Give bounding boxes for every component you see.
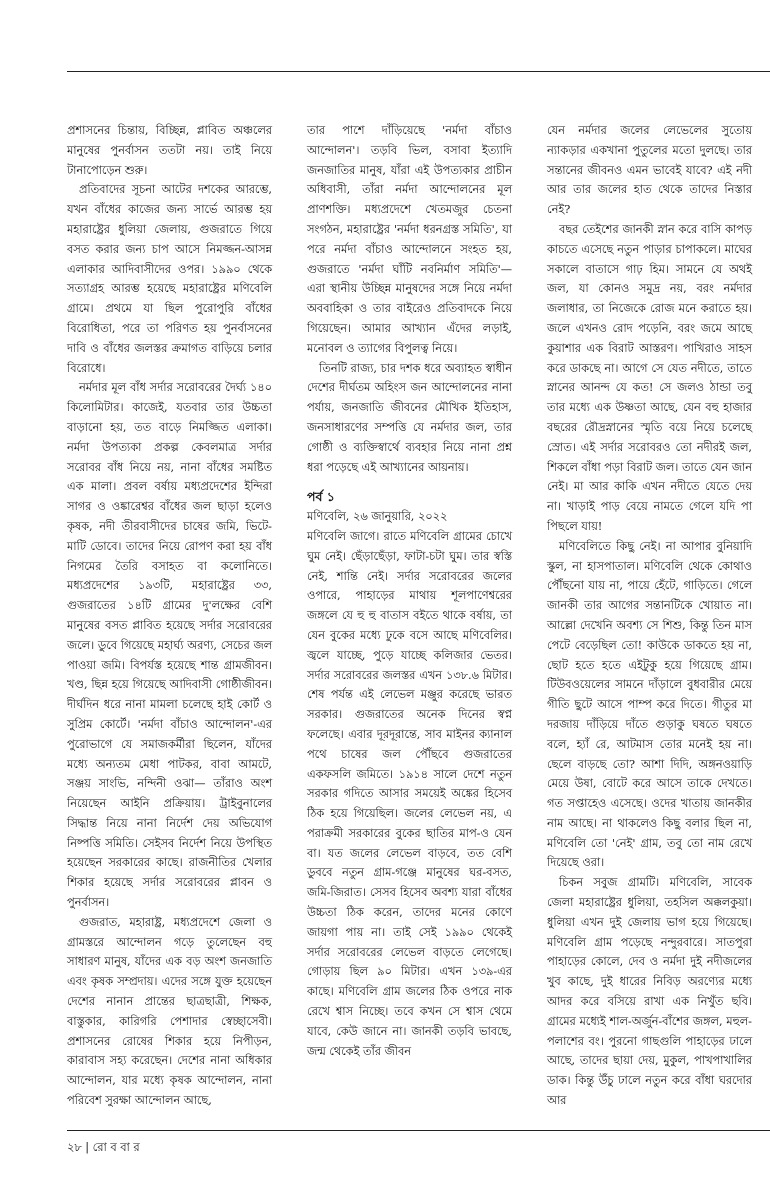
paragraph: যেন নর্মদার জলের লেভেলের সুতোয় ন্যাকড়ার একখানা পুতুলের মতো দুলছে। তার সন্তানের জীবনও এমন ভাবেই যাবে? এই নদী আর তার জলের হাত থেকে তাদের নিস্তার নেই?: [547, 124, 752, 217]
bottom-rule: [67, 1130, 770, 1131]
paragraph: চিকন সবুজ গ্রামটি। মণিবেলি, সাবেক জেলা মহারাষ্ট্রের ধুলিয়া, তহসিল অক্কলকুয়া। ধুলিয়া এখন দুই জেলায় ভাগ হয়ে গিয়েছে। মণিবেলি গ্রাম পড়েছে নন্দুরবারে। সাতপুরা পাহাড়ের কোলে, দেব ও নর্মদা দুই নদীজলের খুব কাছে, দুই ধারের নিবিড় অরণ্যের মধ্যে আদর করে বসিয়ে রাখা এক নিখুঁত ছবি। গ্রামের মধ্যেই শাল-অর্জুন-বাঁশের জঙ্গল, মহুল-পলাশের বং। পুরনো গাছগুলি পাহাড়ের ঢালে আছে, তাদের ছায়া দেয়, মুকুল, পাখপাখালির ডাক। কিন্তু উঁচু ঢালে নতুন করে বাঁধা ঘরদোর আর: [547, 876, 752, 1108]
top-rule: [67, 71, 770, 72]
paragraph: তার পাশে দাঁড়িয়েছে 'নর্মদা বাঁচাও আন্দোলন'। তড়বি ভিল, বসাবা ইত্যাদি জনজাতির মানুষ, যাঁরা এই উপত্যকার প্রাচীন অধিবাসী, তাঁরা নর্মদা আন্দোলনের মূল প্রাণশক্তি। মধ্যপ্রদেশে খেতমজুর চেতনা সংগঠন, মহারাষ্ট্রের 'নর্মদা ধরনগ্রস্ত সমিতি', যা পরে নর্মদা বাঁচাও আন্দোলনে সংহত হয়, গুজরাতে 'নর্মদা ঘাঁটি নবনির্মাণ সমিতি'— এরা স্থানীয় উচ্ছিন্ন মানুষদের সঙ্গে নিয়ে নর্মদা অববাহিকা ও তার বাইরেও প্রতিবাদকে নিয়ে গিয়েছেন। আমার আখ্যান এঁদের লড়াই, মনোবল ও ত্যাগের বিপুলত্ব নিয়ে।: [307, 124, 512, 355]
page-folio: ২৮ | রো ব বা র: [67, 1141, 140, 1154]
article-body: [67, 121, 752, 1121]
paragraph: নর্মদার মূল বাঁধ সর্দার সরোবরের দৈর্ঘ্য ১৪০ কিলোমিটার। কাজেই, যতবার তার উচ্চতা বাড়ানো হয়, তত বাড়ে নিমজ্জিত এলাকা। নর্মদা উপত্যকা প্রকল্প কেবলমাত্র সর্দার সরোবর বাঁধ নিয়ে নয়, নানা বাঁধের সমষ্টিত এক মালা। প্রবল বর্ষায় মধ্যপ্রদেশের ইন্দিরা সাগর ও ওঙ্কারেশ্বর বাঁধের জল ছাড়া হলেও কৃষক, নদী তীরবাসীদের চাষের জমি, ভিটে-মাটি ডোবে। তাদের নিয়ে রোপণ করা হয় বাঁধ নিগমের তৈরি বসাহত বা কলোনিতে। মধ্যপ্রদেশের ১৯৩টি, মহারাষ্ট্রের ৩৩, গুজরাতের ১৪টি গ্রামের দু'লক্ষের বেশি মানুষের বসত প্লাবিত হয়েছে সর্দার সরোবরের জলে। ডুবে গিয়েছে মহার্ঘ্য অরণ্য, সেচের জল পাওয়া জমি। বিপর্যস্ত হয়েছে শান্ত গ্রামজীবন। খণ্ড, ছিন্ন হয়ে গিয়েছে আদিবাসী গোষ্ঠীজীবন। দীর্ঘদিন ধরে নানা মামলা চলেছে হাই কোর্ট ও সুপ্রিম কোর্টে। 'নর্মদা বাঁচাও আন্দোলন'-এর পুরোভাগে যে সমাজকর্মীরা ছিলেন, যাঁদের মধ্যে অন্যতম মেধা পাটকর, বাবা আমটে, সঞ্জয় সাংভি, নন্দিনী ওঝা— তাঁরাও অংশ নিয়েছেন আইনি প্রক্রিয়ায়। ট্রাইবুনালের সিদ্ধান্ত নিয়ে নানা নির্দেশ দেয় অভিযোগ নিষ্পত্তি সমিতি। সেইসব নির্দেশ নিয়ে উপস্থিত হয়েছেন সরকারের কাছে। রাজনীতির খেলার শিকার হয়েছে সর্দার সরোবরের প্লাবন ও পুনর্বাসন।: [67, 381, 272, 910]
paragraph: প্রশাসনের চিন্তায়, বিচ্ছিন্ন, প্লাবিত অঞ্চলের মানুষের পুনর্বাসন ততটা নয়। তাই নিয়ে টানাপোড়েন শুরু।: [67, 124, 272, 177]
paragraph: প্রতিবাদের সূচনা আটের দশকের আরম্ভে, যখন বাঁধের কাজের জন্য সার্ভে আরম্ভ হয় মহারাষ্ট্রের ধুলিয়া জেলায়, গুজরাতে গিয়ে বসত করার জন্য চাপ আসে নিমজ্জন-আসন্ন এলাকার আদিবাসীদের ওপর। ১৯৯০ থেকে সত্যাগ্রহ আরম্ভ হয়েছে মহারাষ্ট্রের মণিবেলি গ্রামে। প্রথমে যা ছিল পুরোপুরি বাঁধের বিরোধিতা, পরে তা পরিণত হয় পুনর্বাসনের দাবি ও বাঁধের জলস্তর ক্রমাগত বাড়িয়ে চলার বিরোধে।: [67, 183, 272, 375]
section-gap: [307, 477, 512, 487]
part-heading: পর্ব ১: [307, 489, 335, 505]
column-2: [307, 121, 512, 1061]
paragraph: মণিবেলিতে কিছু নেই। না আপার বুনিয়াদি স্কুল, না হাসপাতাল। মণিবেলি থেকে কোথাও পৌঁছনো যায় না, পায়ে হেঁটে, গাড়িতে। গেলে জানকী তার আগের সন্তানটিকে খোয়াত না। আল্লো দেখেনি অবশ্য সে শিশু, কিন্তু তিন মাস পেটে বেড়েছিল তো! কাউকে ডাকতে হয় না, ছোট হতে হতে এইটুকু হয়ে গিয়েছে গ্রাম। টিউবওয়েলের সামনে দাঁড়ালে বুধবারীর মেয়ে গীতি ছুটে আসে পাম্প করে দিতে। গীতুর মা দরজায় দাঁড়িয়ে দাঁতে গুড়াকু ঘষতে ঘষতে বলে, হ্যাঁ রে, আটমাস তোর মনেই হয় না। ছেলে বাড়ছে তো? আশা দিদি, অঙ্গনওয়াড়ি মেয়ে উষা, বোটে করে আসে তাকে দেখতে। গত সপ্তাহেও এসেছে। ওদের খাতায় জানকীর নাম আছে। না থাকলেও কিছু বলার ছিল না, মণিবেলি তো 'নেই' গ্রাম, তবু তো নাম রেখে দিয়েছে ওরা।: [547, 539, 752, 870]
paragraph: তিনটি রাজ্য, চার দশক ধরে অব্যাহত স্বাধীন দেশের দীর্ঘতম অহিংস জন আন্দোলনের নানা পর্যায়, জনজাতি জীবনের মৌখিক ইতিহাস, জনসাধারণের সম্পত্তি যে নর্মদার জল, তার গোষ্ঠী ও ব্যক্তিস্বার্থে ব্যবহার নিয়ে নানা প্রশ্ন ধরা পড়েছে এই আখ্যানের আয়নায়।: [307, 361, 512, 474]
paragraph: মণিবেলি জাগে। রাতে মণিবেলি গ্রামের চোখে ঘুম নেই। ছেঁড়াছেঁড়া, ফাটা-চটা ঘুম। তার স্বস্তি নেই, শান্তি নেই। সর্দার সরোবরের জলের ওপারে, পাহাড়ের মাথায় শূলপাণেশ্বরের জঙ্গলে যে হু হু বাতাস বইতে থাকে বর্ষায়, তা যেন বুকের মধ্যে ঢুকে বসে আছে মণিবেলির। জ্বলে যাচ্ছে, পুড়ে যাচ্ছে কলিজার ভেতর। সর্দার সরোবরের জলস্তর এখন ১৩৮.৬ মিটার। শেষ পর্যন্ত এই লেভেল মঞ্জুর করেছে ভারত সরকার। গুজরাতের অনেক দিনের স্বপ্ন ফলেছে। এবার দূরদূরান্তে, সাব মাইনর ক্যানাল পথে চাষের জল পৌঁছবে গুজরাতের একফসলি জমিতে। ১৯১৪ সালে দেশে নতুন সরকার গদিতে আসার সময়েই অঙ্কের হিসেব ঠিক হয়ে গিয়েছিল। জলের লেভেল নয়, এ পরাক্রমী সরকারের বুকের ছাতির মাপ-ও যেন বা। যত জলের লেভেল বাড়বে, তত বেশি ডুববে নতুন গ্রাম-গঞ্জে মানুষের ঘর-বসত, জমি-জিরাত। সেসব হিসেব অবশ্য যারা বাঁধের উচ্চতা ঠিক করেন, তাদের মনের কোণে জায়গা পায় না। তাই সেই ১৯৯০ থেকেই সর্দার সরোবরের লেভেল বাড়তে লেগেছে। গোড়ায় ছিল ৯০ মিটার। এখন ১৩৯-এর কাছে। মণিবেলি গ্রাম জলের ঠিক ওপরে নাক রেখে শ্বাস নিচ্ছে। তবে কখন সে শ্বাস থেমে যাবে, কেউ জানে না। জানকী তড়বি ভাবছে, জন্ম থেকেই তাঁর জীবন: [307, 529, 512, 1058]
part-dateline: মণিবেলি, ২৬ জানুয়ারি, ২০২২: [307, 510, 448, 524]
paragraph: বছর তেইশের জানকী স্নান করে বাসি কাপড় কাচতে এসেছে নতুন পাড়ার চাপাকলে। মাঘের সকালে বাতাসে গাঢ় হিম। সামনে যে অথই জল, যা কোনও সমুদ্র নয়, বরং নর্মদার জলাধার, তা নিজেকে রোজ মনে করাতে হয়। জলে এখনও রোদ পড়েনি, বরং জমে আছে কুয়াশার এক বিরাট আস্তরণ। পাখিরাও সাহস করে ডাকছে না। আগে সে যেত নদীতে, তাতে স্নানের আনন্দ যে কত! সে জলও ঠান্ডা তবু তার মধ্যে এক উষ্ণতা আছে, যেন বহু হাজার বছরের রৌদ্রস্নানের স্মৃতি বয়ে নিয়ে চলেছে স্রোত। এই সর্দার সরোবরও তো নদীরই জল, শিকলে বাঁধা পড়া বিরাট জল। তাতে যেন জান নেই। মা আর কাকি এখন নদীতে যেতে দেয় না। খাড়াই পাড় বেয়ে নামতে গেলে যদি পা পিছলে যায়!: [547, 222, 752, 533]
column-1: [67, 121, 272, 1111]
column-3: [547, 121, 752, 1111]
paragraph: গুজরাত, মহারাষ্ট্র, মধ্যপ্রদেশে জেলা ও গ্রামস্তরে আন্দোলন গড়ে তুলেছেন বহু সাধারণ মানুষ, যাঁদের এক বড় অংশ জনজাতি এবং কৃষক সম্প্রদায়। এদের সঙ্গে যুক্ত হয়েছেন দেশের নানান প্রান্তের ছাত্রছাত্রী, শিক্ষক, বাস্তুকার, কারিগরি পেশাদার স্বেচ্ছাসেবী। প্রশাসনের রোষের শিকার হয়ে নিপীড়ন, কারাবাস সহ্য করেছেন। দেশের নানা অধিকার আন্দোলন, যার মধ্যে কৃষক আন্দোলন, নানা পরিবেশ সুরক্ষা আন্দোলন আছে,: [67, 915, 272, 1108]
